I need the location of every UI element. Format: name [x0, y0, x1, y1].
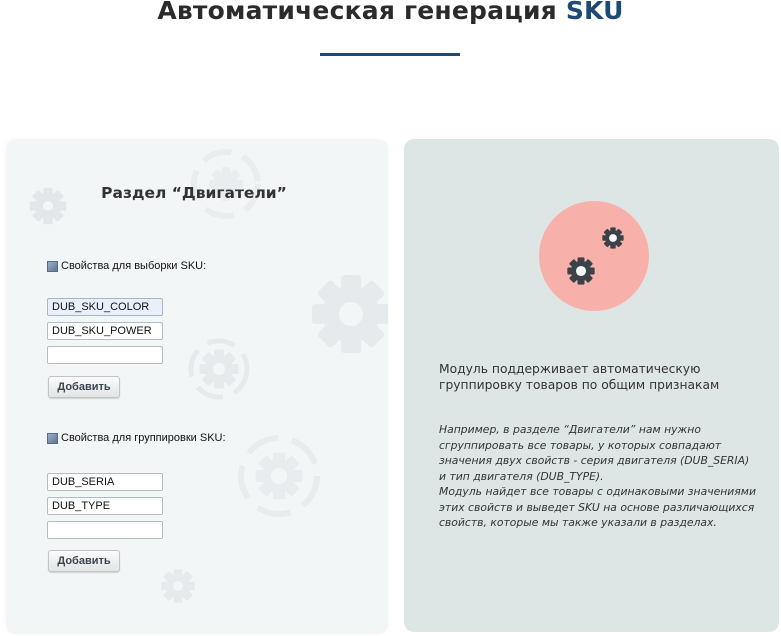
gear-watermark-icon: [156, 564, 200, 608]
grouping-field-3[interactable]: [47, 521, 163, 539]
gear-watermark-icon: [306, 259, 388, 369]
example-line-1: Например, в разделе “Двигатели” нам нужно сгруппировать все товары, у которых совпадают значения двух свойств - серия двигателя (DUB_SERIA) и тип двигателя (DUB_TYPE).: [439, 423, 750, 483]
property-icon: [47, 261, 58, 272]
module-description: Модуль поддерживает автоматическую группировку товаров по общим признакам: [439, 362, 720, 392]
grouping-group-label-text: Свойства для группировки SKU:: [61, 432, 226, 444]
selection-field-1[interactable]: DUB_SKU_COLOR: [47, 298, 163, 316]
title-underline: [320, 53, 460, 56]
grouping-field-2[interactable]: DUB_TYPE: [47, 497, 163, 515]
title-accent: SKU: [565, 0, 624, 25]
gears-icon: [539, 201, 649, 311]
add-selection-button[interactable]: Добавить: [48, 376, 120, 398]
add-grouping-button[interactable]: Добавить: [48, 550, 120, 572]
right-panel: [404, 139, 779, 632]
gear-watermark-icon: [184, 334, 254, 404]
gear-watermark-icon: [234, 431, 324, 521]
example-line-2: Модуль найдет все товары с одинаковыми значениями этих свойств и выведет SKU на основе различающихся свойств, которые мы также указали в разделах.: [439, 485, 756, 529]
property-icon: [47, 433, 58, 444]
gears-icon-circle: [539, 201, 649, 311]
grouping-field-1[interactable]: DUB_SERIA: [47, 473, 163, 491]
selection-field-2[interactable]: DUB_SKU_POWER: [47, 322, 163, 340]
selection-field-3[interactable]: [47, 346, 163, 364]
section-title: Раздел “Двигатели”: [101, 184, 287, 202]
selection-group-label-text: Свойства для выборки SKU:: [61, 260, 207, 272]
title-main: Автоматическая генерация: [157, 0, 566, 25]
page-title: [0, 0, 781, 25]
left-panel: [6, 139, 388, 634]
selection-group-label: [47, 260, 206, 272]
grouping-group-label: [47, 432, 226, 444]
example-description: [439, 422, 759, 531]
